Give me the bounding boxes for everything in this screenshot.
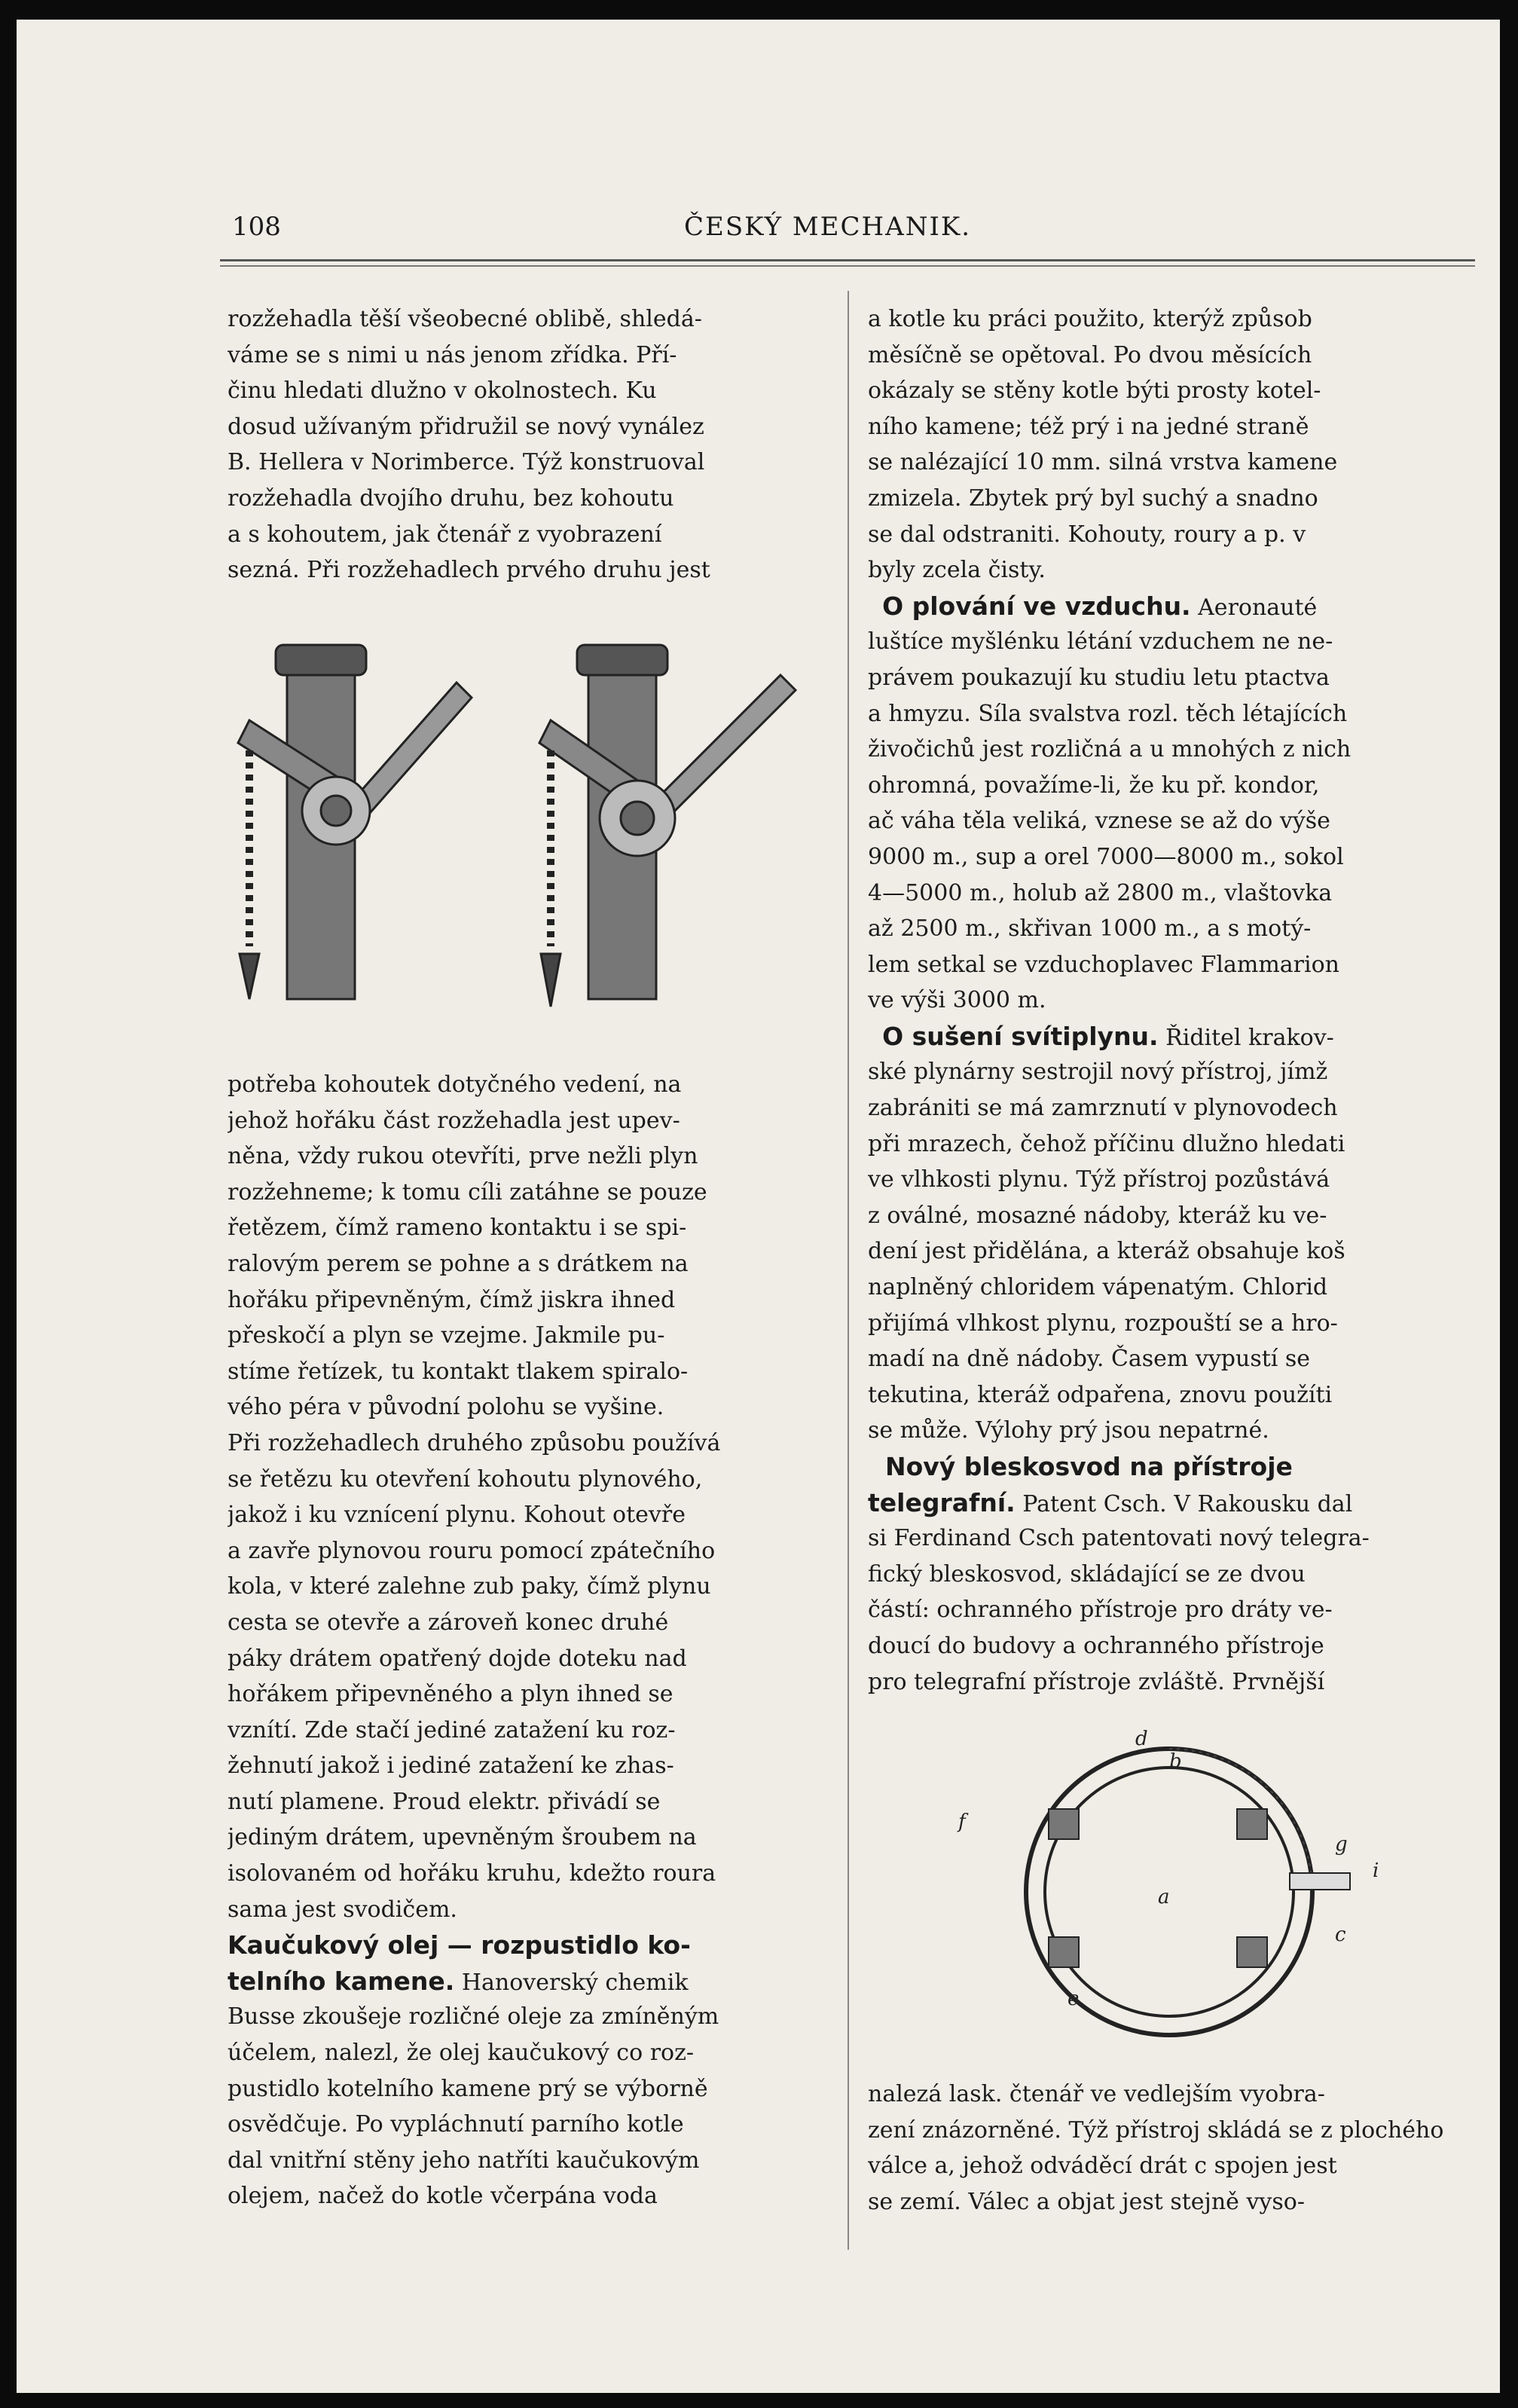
- text-line: si Ferdinand Csch patentovati nový telegra-: [868, 1525, 1370, 1552]
- text-line: rozžehneme; k tomu cíli zatáhne se pouze: [228, 1178, 707, 1206]
- text-line: 9000 m., sup a orel 7000—8000 m., sokol: [868, 843, 1344, 870]
- text-line: dal vnitřní stěny jeho natříti kaučukovým: [228, 2147, 700, 2174]
- text-line: živočichů jest rozličná a u mnohých z nich: [868, 736, 1352, 763]
- text-line: a hmyzu. Síla svalstva rozl. těch létajících: [868, 700, 1348, 727]
- text-line: zmizela. Zbytek prý byl suchý a snadno: [868, 484, 1318, 512]
- text-line: luštíce myšlénku létání vzduchem ne ne-: [868, 628, 1333, 655]
- journal-title: ČESKÝ MECHANIK.: [684, 212, 972, 242]
- page-number: 108: [232, 212, 281, 242]
- text-line: 4—5000 m., holub až 2800 m., vlaštovka: [868, 879, 1333, 906]
- text-line: právem poukazují ku studiu letu ptactva: [868, 664, 1330, 691]
- text-line: dosud užívaným přidružil se nový vynález: [228, 413, 704, 440]
- text-line: hořákem připevněného a plyn ihned se: [228, 1681, 673, 1708]
- igniter-illustration: [231, 637, 826, 1044]
- column-divider: [848, 291, 849, 2250]
- text-line: a zavře plynovou rouru pomocí zpátečního: [228, 1537, 716, 1564]
- label-f: f: [958, 1811, 966, 1833]
- text-run: Aeronauté: [1190, 594, 1318, 621]
- section-heading-bleskosvod: [868, 1449, 1475, 1485]
- text-line: fický bleskosvod, skládající se ze dvou: [868, 1560, 1306, 1588]
- label-i: i: [1373, 1859, 1379, 1882]
- section-heading-bleskosvod-text: Nový bleskosvod na přístroje: [884, 1452, 1293, 1481]
- text-line: zabrániti se má zamrznutí v plynovodech: [868, 1095, 1338, 1122]
- lightning-arrester-diagram: [943, 1722, 1410, 2054]
- text-line: se dal odstraniti. Kohouty, roury a p. v: [868, 521, 1306, 548]
- label-c: c: [1335, 1924, 1346, 1946]
- text-line: lem setkal se vzduchoplavec Flammarion: [868, 951, 1340, 978]
- text-line: potřeba kohoutek dotyčného vedení, na: [228, 1071, 682, 1098]
- text-line: [868, 588, 1475, 625]
- text-line: páky drátem opatřený dojde doteku nad: [228, 1645, 687, 1672]
- igniter-right: [539, 645, 796, 1007]
- text-line: rozžehadla těší všeobecné oblibě, shledá-: [228, 306, 702, 332]
- contact-block: [1237, 1809, 1267, 1839]
- text-line: něna, vždy rukou otevříti, prve nežli plyn: [228, 1143, 698, 1170]
- text-line: stíme řetízek, tu kontakt tlakem spiralo-: [228, 1358, 689, 1385]
- text-line: isolovaném od hořáku kruhu, kdežto roura: [228, 1860, 716, 1887]
- text-line: osvědčuje. Po vypláchnutí parního kotle: [228, 2111, 684, 2138]
- text-line: tekutina, kteráž odpařena, znovu použíti: [868, 1381, 1333, 1408]
- text-line: pro telegrafní přístroje zvláště. Prvnější: [868, 1668, 1325, 1695]
- text-line: Busse zkoušeje rozličné oleje za zmíněným: [228, 2003, 719, 2031]
- section-heading-kaucuk: Kaučukový olej — rozpustidlo ko-: [228, 1930, 691, 1960]
- text-line: [228, 1963, 830, 2000]
- label-g: g: [1335, 1833, 1348, 1856]
- text-line: a s kohoutem, jak čtenář z vyobrazení: [228, 521, 662, 548]
- label-e: e: [1067, 1988, 1080, 2010]
- text-line: měsíčně se opětoval. Po dvou měsících: [868, 341, 1312, 368]
- text-line: sama jest svodičem.: [228, 1896, 457, 1923]
- label-a: a: [1158, 1886, 1170, 1908]
- text-line: se může. Výlohy prý jsou nepatrné.: [868, 1417, 1269, 1444]
- text-line: částí: ochranného přístroje pro dráty ve-: [868, 1597, 1333, 1624]
- text-line: jehož hořáku část rozžehadla jest upev-: [228, 1107, 680, 1134]
- text-line: doucí do budovy a ochranného přístroje: [868, 1632, 1324, 1659]
- text-line: váme se s nimi u nás jenom zřídka. Pří-: [228, 341, 677, 368]
- text-line: válce a, jehož odváděcí drát c spojen jest: [868, 2153, 1337, 2180]
- text-line: se zemí. Válec a objat jest stejně vyso-: [868, 2188, 1305, 2215]
- text-line: ního kamene; též prý i na jedné straně: [868, 413, 1309, 440]
- text-line: a kotle ku práci použito, kterýž způsob: [868, 306, 1312, 332]
- text-line: ské plynárny sestrojil nový přístroj, jímž: [868, 1059, 1328, 1086]
- text-line: nutí plamene. Proud elektr. přivádí se: [228, 1788, 661, 1815]
- text-line: vého péra v původní polohu se vyšine.: [228, 1394, 664, 1421]
- contact-block: [1237, 1937, 1267, 1967]
- label-d: d: [1135, 1728, 1148, 1750]
- text-line: činu hledati dlužno v okolnostech. Ku: [228, 377, 657, 405]
- header-rule: [220, 259, 1475, 261]
- text-line: rozžehadla dvojího druhu, bez kohoutu: [228, 484, 674, 512]
- contact-block: [1049, 1809, 1079, 1839]
- text-run: Patent Csch. V Rakousku dal: [1015, 1490, 1353, 1517]
- text-line: madí na dně nádoby. Časem vypustí se: [868, 1346, 1311, 1373]
- text-line: ralovým perem se pohne a s drátkem na: [228, 1250, 689, 1277]
- text-line: ve vlhkosti plynu. Týž přístroj pozůstává: [868, 1166, 1330, 1193]
- header-rule-thin: [220, 265, 1475, 267]
- text-line: byly zcela čisty.: [868, 557, 1046, 584]
- text-line: se nalézající 10 mm. silná vrstva kamene: [868, 449, 1338, 476]
- text-run: Hanoverský chemik: [454, 1969, 689, 1996]
- text-line: cesta se otevře a zároveň konec druhé: [228, 1609, 669, 1636]
- text-line: pustidlo kotelního kamene prý se výborně: [228, 2075, 708, 2102]
- text-line: z oválné, mosazné nádoby, kteráž ku ve-: [868, 1202, 1327, 1229]
- text-line: vznítí. Zde stačí jediné zatažení ku roz-: [228, 1716, 676, 1743]
- text-line: účelem, nalezl, že olej kaučukový co roz-: [228, 2040, 695, 2067]
- text-line: ve výši 3000 m.: [868, 987, 1046, 1014]
- terminal: [1290, 1873, 1350, 1890]
- text-line: zení znázorněné. Týž přístroj skládá se z plochého: [868, 2116, 1444, 2144]
- section-heading-suseni: O sušení svítiplynu.: [882, 1021, 1159, 1051]
- contact-block: [1049, 1937, 1079, 1967]
- text-line: ohromná, považíme-li, že ku př. kondor,: [868, 772, 1320, 799]
- right-column-text: [868, 301, 1475, 1700]
- text-line: okázaly se stěny kotle býti prosty kotel-: [868, 377, 1321, 405]
- text-line: B. Hellera v Norimberce. Týž konstruoval: [228, 449, 705, 476]
- left-column-bottom-text: [228, 1067, 830, 2214]
- text-line: přeskočí a plyn se vzejme. Jakmile pu-: [228, 1322, 665, 1349]
- text-line: přijímá vlhkost plynu, rozpouští se a hro-: [868, 1309, 1338, 1337]
- text-line: olejem, načež do kotle včerpána voda: [228, 2183, 658, 2210]
- text-line: žehnutí jakož i jediné zatažení ke zhas-: [228, 1753, 674, 1780]
- igniter-left: [238, 645, 472, 999]
- text-line: při mrazech, čehož příčinu dlužno hledati: [868, 1130, 1345, 1157]
- text-line: jediným drátem, upevněným šroubem na: [228, 1824, 697, 1851]
- right-column-bottom-text: [868, 2076, 1475, 2220]
- text-line: naplněný chloridem vápenatým. Chlorid: [868, 1274, 1328, 1301]
- text-line: [868, 1485, 1475, 1521]
- page-header: [232, 212, 1475, 251]
- scanned-page: [17, 20, 1500, 2393]
- text-line: hořáku připevněným, čímž jiskra ihned: [228, 1286, 676, 1313]
- section-heading-kaucuk-cont: telního kamene.: [228, 1966, 455, 1996]
- section-heading-plovani: O plování ve vzduchu.: [882, 591, 1191, 621]
- text-line: řetězem, čímž rameno kontaktu i se spi-: [228, 1215, 687, 1242]
- text-line: dení jest přidělána, a kteráž obsahuje koš: [868, 1238, 1345, 1265]
- text-line: se řetězu ku otevření kohoutu plynového,: [228, 1465, 703, 1493]
- text-line: sezná. Při rozžehadlech prvého druhu jest: [228, 557, 710, 584]
- left-column-top-text: [228, 301, 830, 588]
- text-line: nalezá lask. čtenář ve vedlejším vyobra-: [868, 2081, 1325, 2107]
- section-heading-bleskosvod-cont: telegrafní.: [868, 1487, 1016, 1517]
- text-run: Řiditel krakov-: [1158, 1024, 1334, 1051]
- text-line: ač váha těla veliká, vznese se až do výše: [868, 808, 1330, 835]
- text-line: až 2500 m., skřivan 1000 m., a s motý-: [868, 915, 1312, 943]
- label-b: b: [1169, 1750, 1182, 1773]
- text-line: Při rozžehadlech druhého způsobu používá: [228, 1429, 721, 1456]
- text-line: kola, v které zalehne zub paky, čímž plynu: [228, 1573, 711, 1600]
- text-line: [868, 1019, 1475, 1055]
- text-line: jakož i ku vznícení plynu. Kohout otevře: [228, 1502, 686, 1529]
